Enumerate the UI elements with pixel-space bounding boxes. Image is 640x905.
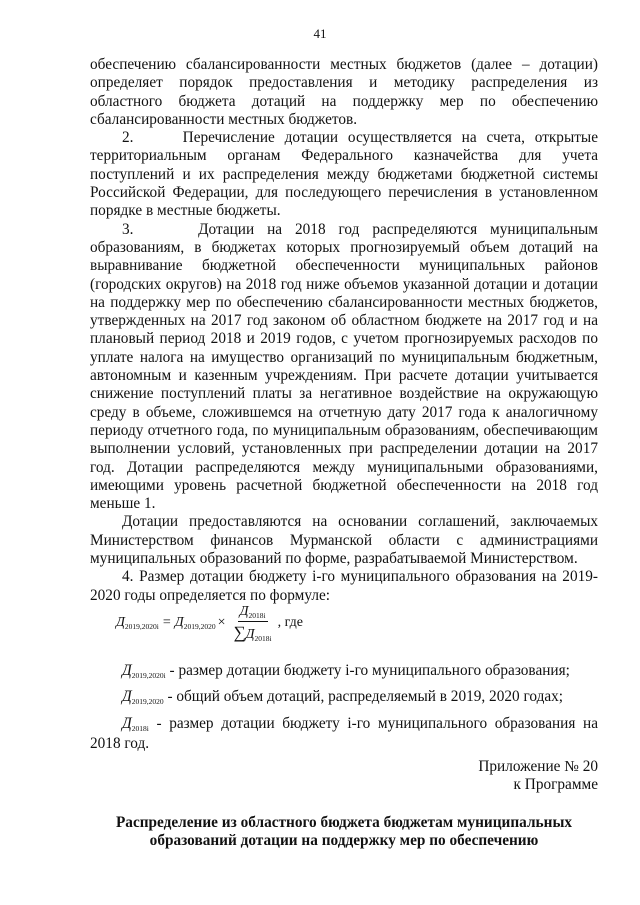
page-number: 41: [313, 26, 327, 41]
definition-text: - размер дотации бюджету i-го муниципального образования;: [169, 662, 570, 679]
paragraph-continuation: обеспечению сбалансированности местных бюджетов (далее – дотации) определяет порядок предоставления и методику распределения из областного бюджета дотаций на поддержку мер по обеспечению сбалансированности местных бюджетов.: [90, 56, 598, 128]
section-heading: Распределение из областного бюджета бюджетам муниципальных образований дотации на поддержку мер по обеспечению: [115, 814, 573, 850]
appendix-line-2: к Программе: [513, 776, 598, 794]
definition-item: [90, 715, 598, 754]
definition-text: - общий объем дотаций, распределяемый в 2019, 2020 годах;: [167, 688, 564, 706]
formula-den-symbol: Д: [245, 626, 255, 642]
formula-num-symbol: Д: [239, 603, 249, 619]
definition-symbol: Д: [122, 688, 132, 706]
definition-text: - размер дотации бюджету i-го муниципального образования на 2018 год.: [90, 714, 599, 752]
definitions-list: [90, 662, 598, 759]
definition-symbol: Д: [122, 714, 132, 732]
definition-symbol: Д: [122, 662, 132, 679]
formula-fraction: [232, 604, 274, 643]
formula-lhs-symbol: Д: [116, 615, 125, 630]
formula-denominator: [232, 622, 274, 643]
formula-equals: =: [162, 615, 171, 630]
formula-sum-sign: ∑: [233, 622, 246, 642]
formula-term-sub: 2019,2020: [183, 621, 216, 631]
appendix-label: [478, 758, 598, 795]
formula-lhs-sub: 2019,2020i: [124, 621, 159, 631]
paragraph-4: 4. Размер дотации бюджету i-го муниципального образования на 2019-2020 годы определяется по формуле:: [90, 568, 598, 604]
definition-item: [90, 662, 598, 682]
formula: [116, 603, 303, 643]
paragraph-2: 2. Перечисление дотации осуществляется на счета, открытые территориальным органам Федерального казначейства для учета поступлений и их распределения между бюджетами бюджетной системы Российской Федерации, для последующего перечисления в установленном порядке в местные бюджеты.: [90, 129, 598, 220]
definition-sub: 2018i: [131, 723, 149, 733]
definition-item: [90, 688, 598, 708]
formula-times: ×: [217, 615, 226, 630]
formula-num-sub: 2018i: [248, 610, 266, 620]
formula-suffix: , где: [277, 615, 304, 630]
definition-sub: 2019,2020i: [131, 671, 166, 680]
definition-sub: 2019,2020: [131, 697, 164, 707]
paragraph-3: 3. Дотации на 2018 год распределяются муниципальным образованиям, в бюджетах которых прогнозируемый объем дотаций на выравнивание бюджетной обеспеченности муниципальных районов (городских округов) на 2018 год ниже объемов указанной дотации и дотации на поддержку мер по обеспечению сбалансированности местных бюджетов, утвержденных на 2017 год законом об областном бюджете на 2017 год и на плановый период 2018 и 2019 годов, с учетом прогнозируемых расходов по уплате налога на имущество организаций по муниципальным бюджетным, автономным и казенным учреждениям. При расчете дотации учитывается снижение поступлений платы за негативное воздействие на окружающую среду в объеме, сложившемся на отчетную дату 2017 года к аналогичному периоду отчетного года, по муниципальным образованиям, обеспечивающим выполнении условий, установленных при распределении дотации на 2017 год. Дотации распределяются между муниципальными образованиями, имеющими уровень расчетной бюджетной обеспеченности на 2018 год меньше 1.: [90, 220, 598, 513]
document-body: [90, 56, 598, 605]
formula-numerator: [238, 604, 268, 622]
formula-term-symbol: Д: [174, 615, 184, 630]
appendix-line-1: Приложение № 20: [478, 758, 598, 775]
formula-den-sub: 2018i: [254, 633, 272, 643]
paragraph-agreements: Дотации предоставляются на основании соглашений, заключаемых Министерством финансов Мурманской области с администрациями муниципальных образований по форме, разрабатываемой Министерством.: [90, 513, 598, 568]
